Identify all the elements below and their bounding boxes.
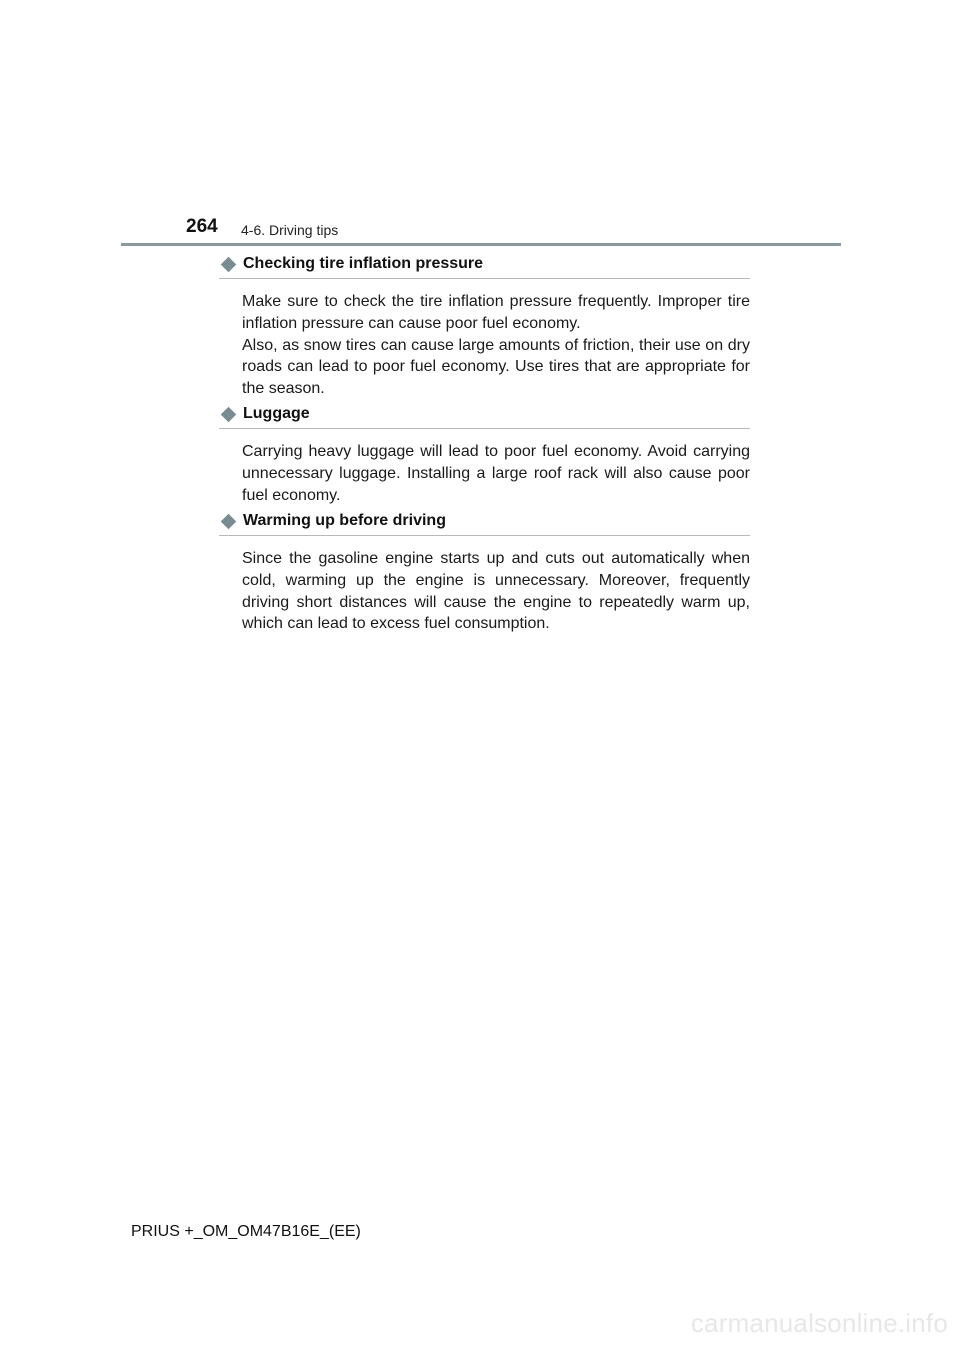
header-rule bbox=[121, 243, 841, 246]
section-title: 4-6. Driving tips bbox=[241, 222, 339, 238]
subheading bbox=[219, 509, 750, 536]
section-luggage bbox=[219, 402, 750, 506]
paragraph: Since the gasoline engine starts up and cuts out automatically when cold, warming up the engine is unnecessary. Moreover, frequently driving short distances will cause the engine to repeatedly warm up, which can lead to excess fuel consumption. bbox=[242, 550, 750, 633]
page-number: 264 bbox=[186, 216, 218, 237]
paragraph: Make sure to check the tire inflation pressure frequently. Improper tire inflation pressure can cause poor fuel economy. bbox=[242, 293, 750, 332]
subheading-text: Checking tire inflation pressure bbox=[243, 255, 484, 272]
section-warming-up bbox=[219, 509, 750, 635]
diamond-bullet-icon bbox=[221, 513, 237, 529]
body-text bbox=[242, 441, 750, 506]
body-text bbox=[242, 548, 750, 635]
subheading bbox=[219, 252, 750, 279]
paragraph: Carrying heavy luggage will lead to poor fuel economy. Avoid carrying unnecessary luggage. Installing a large roof rack will also cause poor fuel economy. bbox=[242, 443, 750, 504]
paragraph: Also, as snow tires can cause large amounts of friction, their use on dry roads can lead to poor fuel economy. Use tires that are appropriate for the season. bbox=[242, 336, 750, 398]
subheading bbox=[219, 402, 750, 429]
document-id: PRIUS +_OM_OM47B16E_(EE) bbox=[131, 1223, 361, 1240]
watermark: carmanualsonline.info bbox=[690, 1308, 948, 1338]
section-tire-pressure bbox=[219, 252, 750, 400]
subheading-text: Luggage bbox=[243, 405, 310, 422]
diamond-bullet-icon bbox=[221, 406, 237, 422]
body-text bbox=[242, 291, 750, 400]
diamond-bullet-icon bbox=[221, 256, 237, 272]
subheading-text: Warming up before driving bbox=[243, 512, 446, 529]
